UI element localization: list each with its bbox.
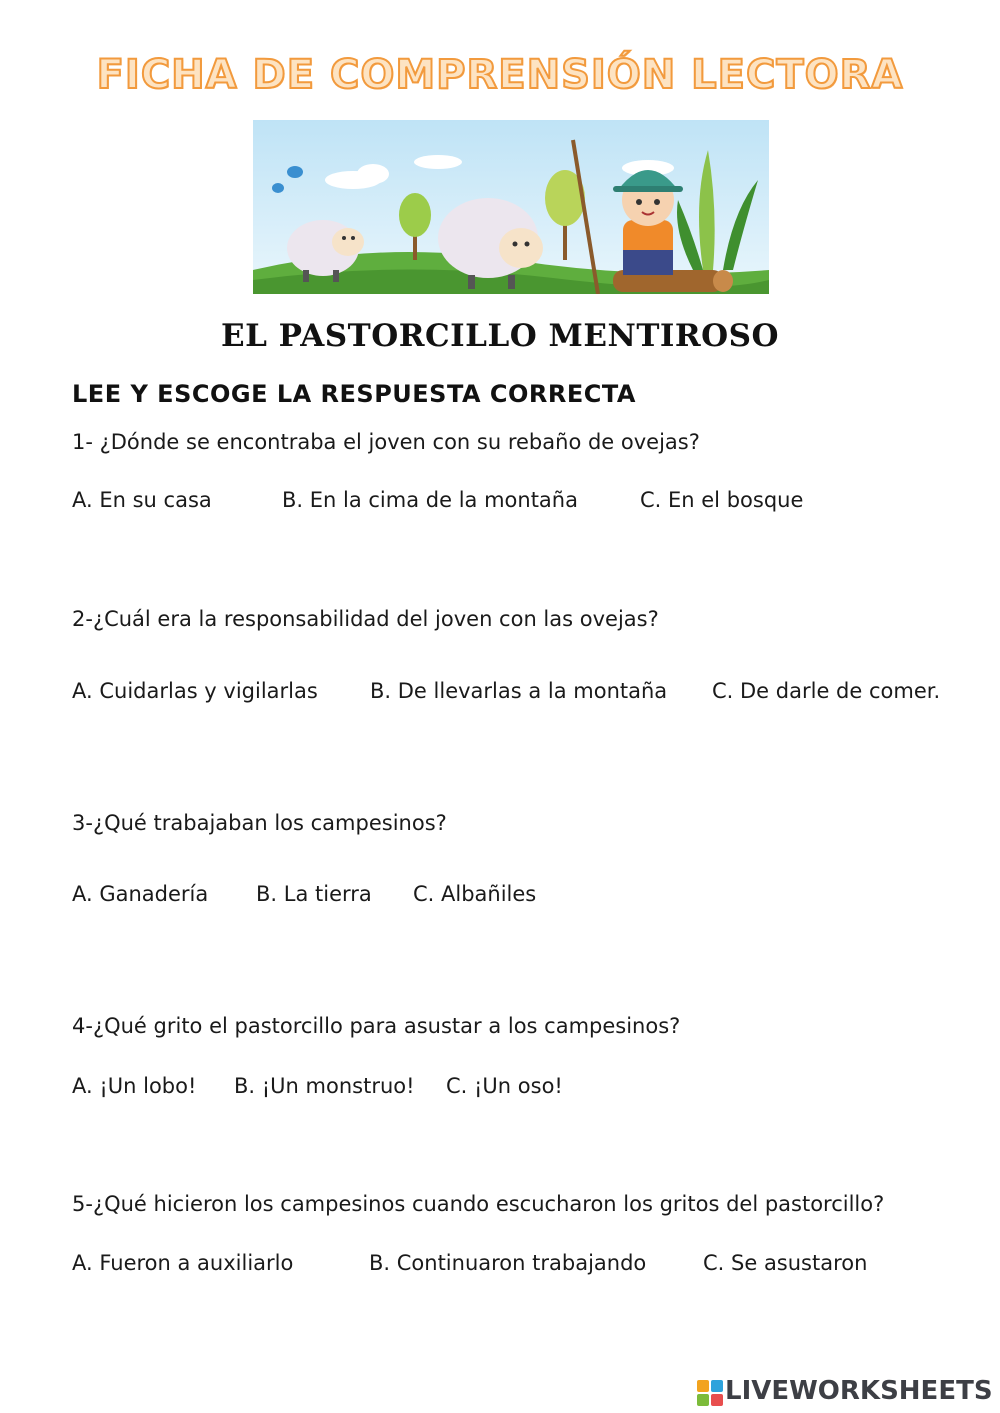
- story-title: EL PASTORCILLO MENTIROSO: [220, 318, 780, 354]
- option-b[interactable]: B. Continuaron trabajando: [369, 1251, 647, 1275]
- option-a[interactable]: A. Ganadería: [72, 882, 209, 906]
- brand-name: LIVEWORKSHEETS: [725, 1376, 993, 1406]
- option-a[interactable]: A. Cuidarlas y vigilarlas: [72, 679, 318, 703]
- option-a[interactable]: A. En su casa: [72, 488, 212, 512]
- question-2: 2-¿Cuál era la responsabilidad del joven con las ovejas?: [72, 607, 659, 631]
- worksheet-title: FICHA DE COMPRENSIÓN LECTORA: [96, 52, 904, 98]
- question-3-options: [72, 882, 972, 912]
- option-a[interactable]: A. ¡Un lobo!: [72, 1074, 197, 1098]
- question-1: 1- ¿Dónde se encontraba el joven con su rebaño de ovejas?: [72, 430, 700, 454]
- story-illustration: [253, 120, 769, 294]
- instructions-heading: LEE Y ESCOGE LA RESPUESTA CORRECTA: [72, 380, 636, 408]
- option-c[interactable]: C. Albañiles: [413, 882, 537, 906]
- option-b[interactable]: B. ¡Un monstruo!: [234, 1074, 415, 1098]
- question-5-options: [72, 1251, 972, 1281]
- option-b[interactable]: B. En la cima de la montaña: [282, 488, 578, 512]
- question-4-options: [72, 1074, 972, 1104]
- question-4: 4-¿Qué grito el pastorcillo para asustar a los campesinos?: [72, 1014, 681, 1038]
- option-a[interactable]: A. Fueron a auxiliarlo: [72, 1251, 294, 1275]
- question-3: 3-¿Qué trabajaban los campesinos?: [72, 811, 447, 835]
- question-2-options: [72, 679, 972, 709]
- option-b[interactable]: B. De llevarlas a la montaña: [370, 679, 668, 703]
- question-1-options: [72, 488, 972, 518]
- option-c[interactable]: C. En el bosque: [640, 488, 804, 512]
- option-c[interactable]: C. De darle de comer.: [712, 679, 941, 703]
- question-5: 5-¿Qué hicieron los campesinos cuando escucharon los gritos del pastorcillo?: [72, 1192, 885, 1216]
- liveworksheets-logo[interactable]: [697, 1376, 997, 1412]
- liveworksheets-icon: [697, 1380, 723, 1406]
- option-c[interactable]: C. ¡Un oso!: [446, 1074, 563, 1098]
- option-c[interactable]: C. Se asustaron: [703, 1251, 868, 1275]
- option-b[interactable]: B. La tierra: [256, 882, 372, 906]
